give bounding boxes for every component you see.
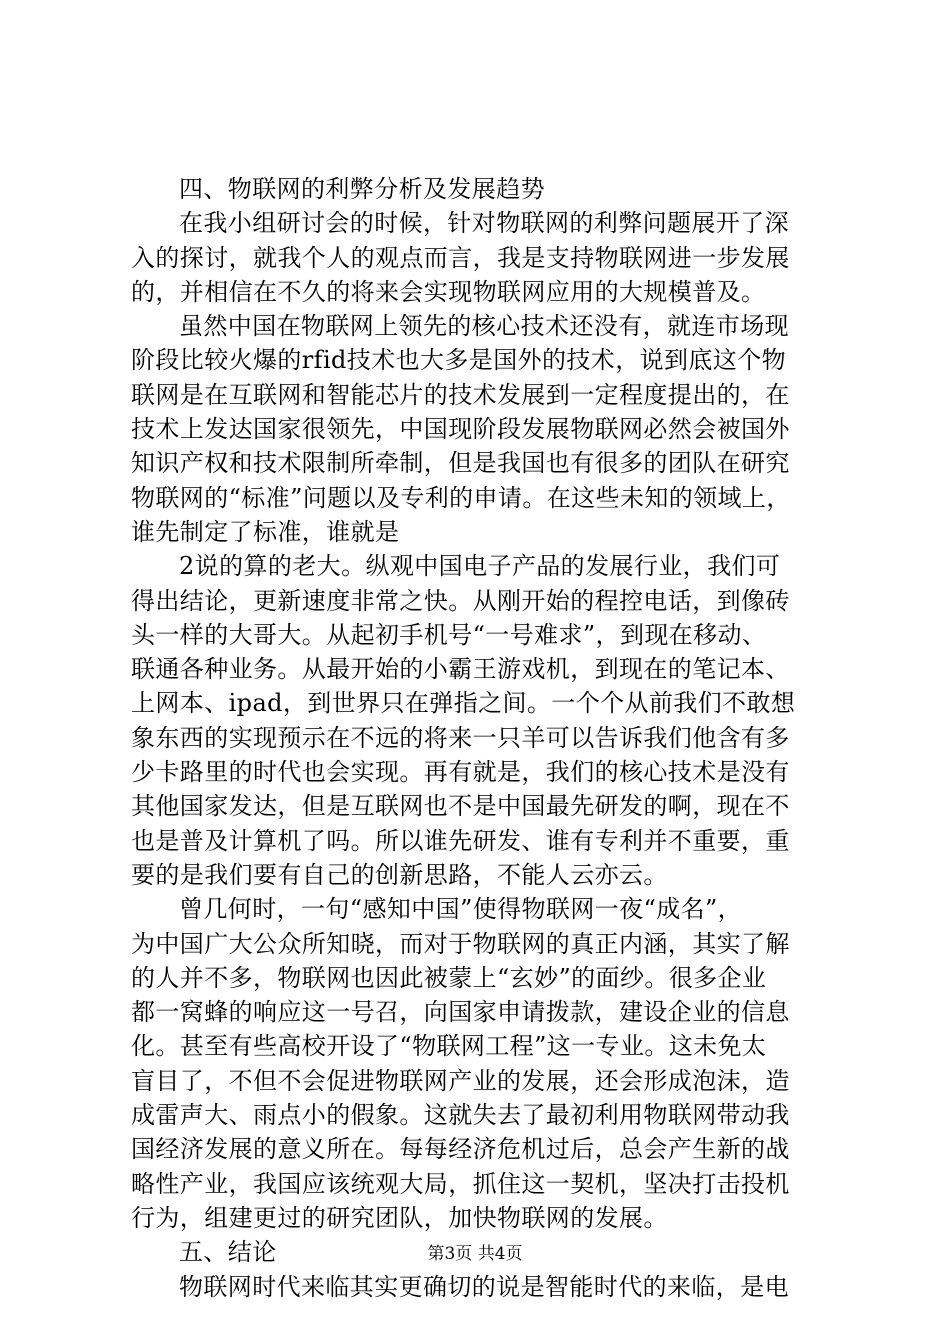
- text-line: 阶段比较火爆的rfid技术也大多是国外的技术，说到底这个物: [131, 346, 786, 375]
- text-line: 的人并不多，物联网也因此被蒙上“玄妙”的面纱。很多企业: [131, 963, 767, 992]
- text-line: 头一样的大哥大。从起初手机号“一号难求”，到现在移动、: [131, 620, 767, 649]
- text-line: 化。甚至有些高校开设了“物联网工程”这一专业。这未免太: [131, 1032, 767, 1061]
- text-line: 四、物联网的利弊分析及发展趋势: [179, 175, 545, 203]
- text-line: 上网本、ipad，到世界只在弹指之间。一个个从前我们不敢想: [131, 689, 796, 718]
- text-line: 物联网时代来临其实更确切的说是智能时代的来临，是电: [179, 1272, 789, 1301]
- text-line: 国经济发展的意义所在。每每经济危机过后，总会产生新的战: [131, 1135, 790, 1164]
- text-line: 曾几何时，一句“感知中国”使得物联网一夜“成名”，: [179, 895, 743, 924]
- text-line: 成雷声大、雨点小的假象。这就失去了最初利用物联网带动我: [131, 1101, 790, 1130]
- text-line: 略性产业，我国应该统观大局，抓住这一契机，坚决打击投机: [131, 1169, 790, 1198]
- text-line: 少卡路里的时代也会实现。再有就是，我们的核心技术是没有: [131, 758, 790, 787]
- text-line: 得出结论，更新速度非常之快。从刚开始的程控电话，到像砖: [131, 586, 790, 615]
- text-line: 都一窝蜂的响应这一号召，向国家申请拨款，建设企业的信息: [131, 998, 790, 1027]
- text-line: 的，并相信在不久的将来会实现物联网应用的大规模普及。: [131, 277, 766, 306]
- text-line: 行为，组建更过的研究团队，加快物联网的发展。: [131, 1203, 668, 1232]
- text-line: 联通各种业务。从最开始的小霸王游戏机，到现在的笔记本、: [131, 655, 790, 684]
- document-body: [131, 172, 831, 1304]
- text-line: 也是普及计算机了吗。所以谁先研发、谁有专利并不重要，重: [131, 826, 790, 855]
- text-line: 2说的算的老大。纵观中国电子产品的发展行业，我们可: [179, 552, 781, 581]
- text-line: 象东西的实现预示在不远的将来一只羊可以告诉我们他含有多: [131, 723, 790, 752]
- text-line: 虽然中国在物联网上领先的核心技术还没有，就连市场现: [179, 312, 789, 341]
- text-line: 五、结论: [179, 1238, 277, 1267]
- text-line: 其他国家发达，但是互联网也不是中国最先研发的啊，现在不: [131, 792, 790, 821]
- text-line: 在我小组研讨会的时候，针对物联网的利弊问题展开了深: [179, 209, 789, 238]
- text-line: 物联网的“标准”问题以及专利的申请。在这些未知的领域上，: [131, 483, 791, 512]
- text-line: 谁先制定了标准，谁就是: [131, 517, 400, 546]
- page-footer: 第3页 共4页: [427, 1244, 523, 1264]
- text-line: 入的探讨，就我个人的观点而言，我是支持物联网进一步发展: [131, 243, 790, 272]
- text-line: 联网是在互联网和智能芯片的技术发展到一定程度提出的，在: [131, 380, 790, 409]
- text-line: 要的是我们要有自己的创新思路，不能人云亦云。: [131, 860, 668, 889]
- text-line: 技术上发达国家很领先，中国现阶段发展物联网必然会被国外: [131, 415, 790, 444]
- text-line: 为中国广大公众所知晓，而对于物联网的真正内涵，其实了解: [131, 929, 790, 958]
- text-line: 知识产权和技术限制所牵制，但是我国也有很多的团队在研究: [131, 449, 790, 478]
- text-line: 盲目了，不但不会促进物联网产业的发展，还会形成泡沫，造: [131, 1066, 790, 1095]
